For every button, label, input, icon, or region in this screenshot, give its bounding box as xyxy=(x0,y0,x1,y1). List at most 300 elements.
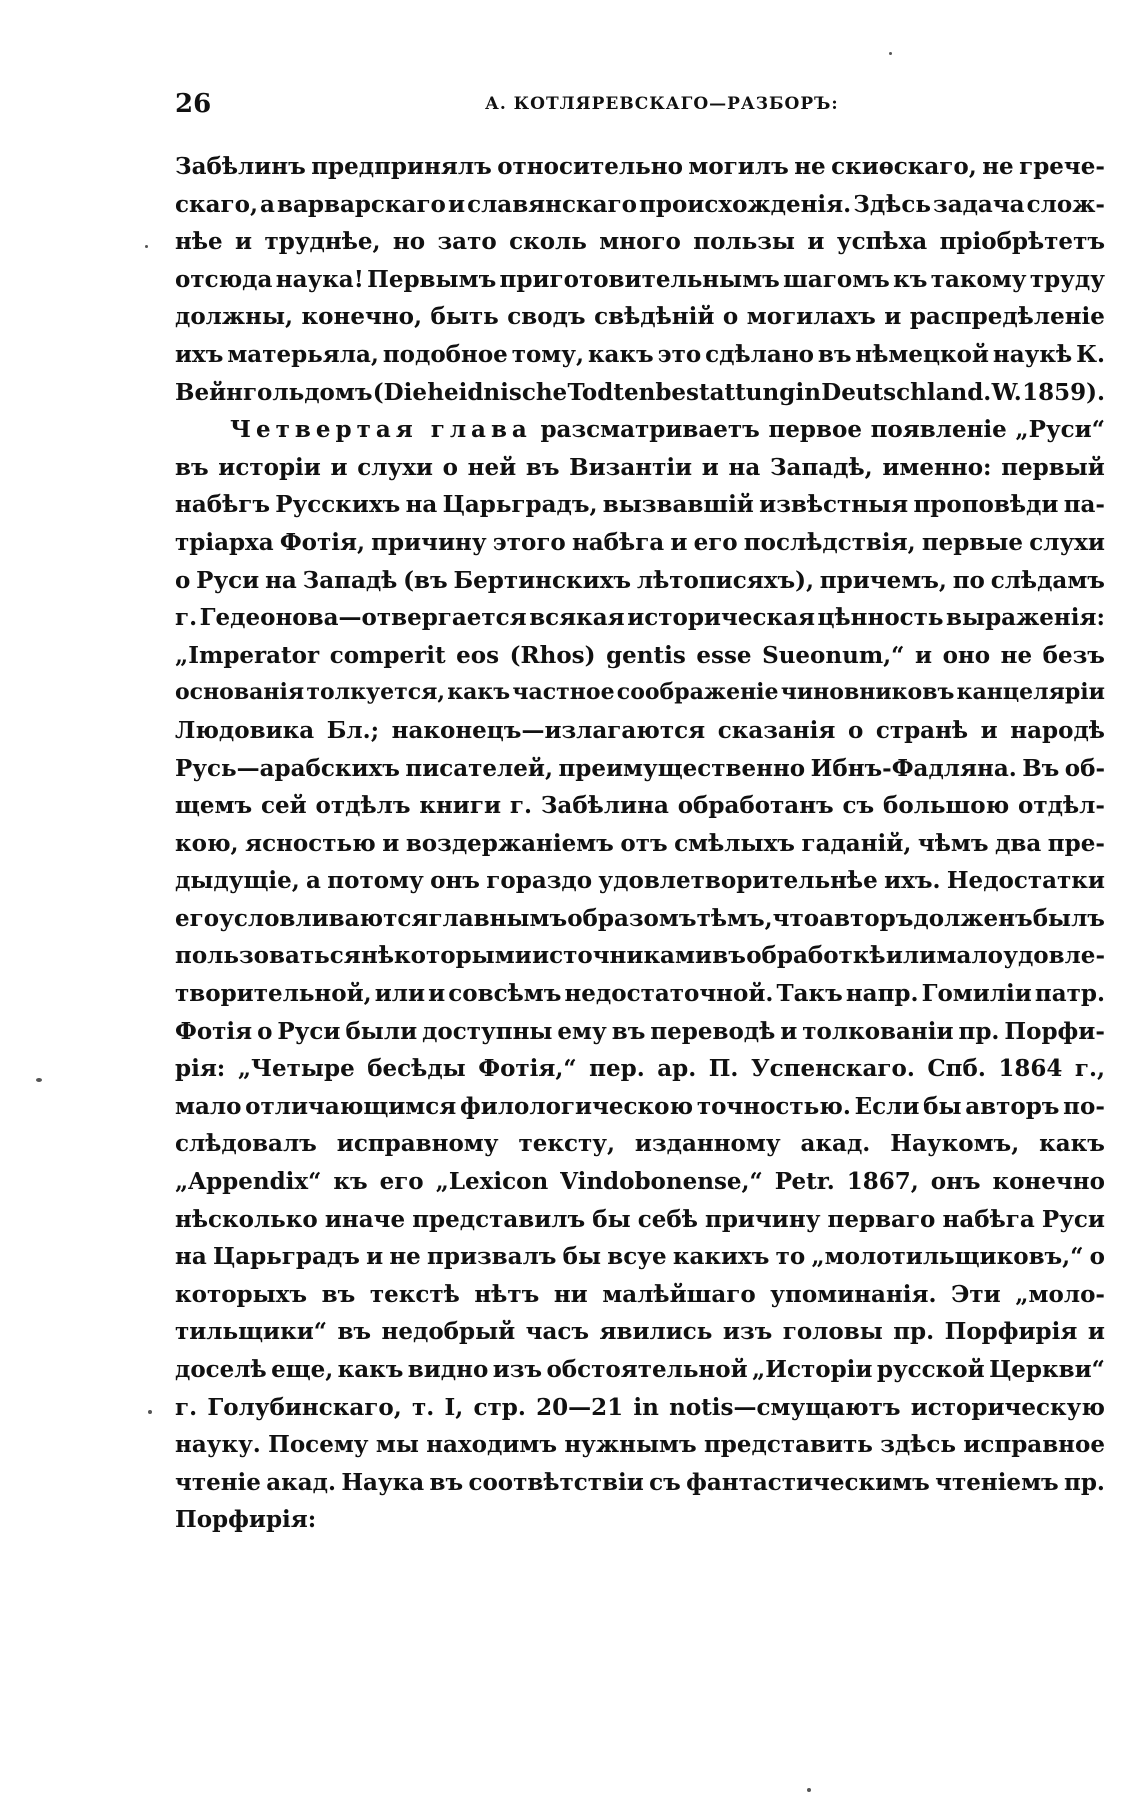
text-word: нѣе xyxy=(175,228,223,256)
text-word: Порфирія: xyxy=(175,1506,317,1534)
text-word: о xyxy=(257,1017,273,1045)
text-word: филологическою xyxy=(460,1092,694,1120)
text-word: „Appendix“ xyxy=(175,1168,322,1196)
text-word: предпринялъ xyxy=(311,153,492,180)
text-word: Забѣлинъ xyxy=(175,153,306,180)
text-word: подобное xyxy=(382,340,508,368)
text-line xyxy=(175,787,1105,825)
text-word: потому xyxy=(327,867,424,895)
text-word: первый xyxy=(1001,453,1105,481)
text-word: удовле- xyxy=(1003,942,1105,970)
text-line xyxy=(175,1201,1105,1239)
text-word: тильщики“ xyxy=(175,1318,327,1346)
text-word: пр. xyxy=(1064,1468,1105,1496)
text-line xyxy=(175,1313,1105,1351)
text-word: Фотія, xyxy=(279,528,365,556)
text-word: бесѣды xyxy=(367,1055,466,1083)
text-word: gentis xyxy=(606,641,686,669)
text-word: „Исторіи xyxy=(752,1356,873,1383)
text-word: Въ xyxy=(1022,754,1060,782)
text-word: исправное xyxy=(963,1431,1105,1459)
text-word: тѣмъ, xyxy=(696,904,773,932)
text-word: ар. xyxy=(657,1055,697,1083)
text-word: нѣкоторыми xyxy=(361,942,532,970)
text-word: дыдущіе, xyxy=(175,867,300,895)
text-word: упоминанія. xyxy=(770,1280,937,1308)
text-word: сказанія xyxy=(717,716,836,744)
text-word: П. xyxy=(708,1055,739,1083)
text-word: чиновниковъ xyxy=(780,679,955,706)
text-word: много xyxy=(599,228,681,256)
text-word: тріарха xyxy=(175,528,274,556)
text-word: причемъ, xyxy=(819,566,947,594)
text-word: происхожденія. xyxy=(639,190,852,218)
text-line xyxy=(175,1088,1105,1126)
text-word: какъ xyxy=(337,1356,404,1383)
text-word: и xyxy=(780,1017,798,1045)
text-word: Фотія,“ xyxy=(478,1055,577,1083)
text-word: Здѣсь xyxy=(853,190,931,218)
text-line xyxy=(175,825,1105,863)
text-word: образомъ xyxy=(567,904,697,932)
text-word: Русь—арабскихъ xyxy=(175,754,400,782)
text-word: и xyxy=(428,980,446,1008)
text-word: странѣ xyxy=(875,716,969,744)
text-word: условливаются xyxy=(219,904,429,932)
text-word: задача xyxy=(933,190,1025,218)
text-word: 1859). xyxy=(1022,378,1105,406)
text-line xyxy=(175,862,1105,900)
text-word: Sueonum,“ xyxy=(762,641,905,669)
text-word: выраженія: xyxy=(946,604,1105,632)
text-line xyxy=(175,411,1105,449)
text-word: Такъ xyxy=(776,980,843,1008)
text-word: ему xyxy=(557,1017,607,1045)
text-word: Наука xyxy=(341,1468,425,1496)
text-word: могилъ xyxy=(688,153,789,180)
text-word: въ xyxy=(525,453,560,481)
text-word: мы xyxy=(375,1431,419,1459)
text-word: г. xyxy=(175,604,198,632)
text-line xyxy=(175,674,1105,712)
text-word: W. xyxy=(991,378,1022,406)
text-line xyxy=(175,1501,1105,1539)
text-word: шагомъ xyxy=(783,265,890,293)
text-word: Фотія xyxy=(175,1017,253,1045)
text-word: толкуется, xyxy=(306,679,446,706)
text-word: славянскаго xyxy=(467,190,637,218)
text-word: здѣсь xyxy=(880,1431,956,1459)
text-word: Царьградъ xyxy=(212,1243,360,1271)
text-word: „молотильщиковъ,“ xyxy=(811,1243,1084,1271)
text-word: представить xyxy=(703,1431,873,1459)
scan-speck xyxy=(36,1078,42,1082)
text-word: Церкви“ xyxy=(989,1356,1105,1383)
text-word: именно: xyxy=(882,453,992,481)
text-line xyxy=(175,261,1105,299)
text-line xyxy=(175,148,1105,186)
text-word: Ибнъ-Фадляна. xyxy=(810,754,1017,782)
text-word: часъ xyxy=(525,1318,590,1346)
text-word: Голубинскаго, xyxy=(207,1393,402,1421)
text-word: щемъ xyxy=(175,792,253,820)
text-line xyxy=(175,1238,1105,1276)
text-word: Гедеонова—отвергается xyxy=(199,604,527,632)
text-word: и xyxy=(330,453,348,481)
text-word: или xyxy=(885,942,937,970)
text-word: eos xyxy=(456,641,500,669)
text-word: (Die xyxy=(372,378,427,406)
text-line xyxy=(175,712,1105,750)
text-word: не xyxy=(1000,641,1033,669)
text-word: проповѣди xyxy=(913,491,1059,519)
text-word: Недостатки xyxy=(946,867,1105,895)
text-word: текстѣ xyxy=(369,1280,460,1308)
text-word: русской xyxy=(876,1356,985,1383)
text-word: исправному xyxy=(336,1130,499,1158)
text-line xyxy=(175,486,1105,524)
text-word: esse xyxy=(696,641,752,669)
text-word: призвалъ xyxy=(427,1243,557,1271)
text-line xyxy=(175,937,1105,975)
text-word: въ xyxy=(611,1017,646,1045)
text-word: въ xyxy=(712,942,746,970)
text-word: Посему xyxy=(268,1431,369,1459)
text-word: науку. xyxy=(175,1431,261,1459)
text-word: бы xyxy=(923,1092,962,1120)
text-word: и xyxy=(235,228,253,256)
text-word: т. xyxy=(411,1393,435,1421)
text-word: явились xyxy=(599,1318,713,1346)
text-word: совсѣмъ xyxy=(448,980,562,1008)
text-word: Petr. xyxy=(774,1168,835,1196)
text-word: Эти xyxy=(951,1280,1001,1308)
text-word: а xyxy=(306,867,321,895)
text-word: это xyxy=(657,340,702,368)
text-word: въ xyxy=(817,340,852,368)
text-word: пр. xyxy=(893,1318,935,1346)
text-word: отсюда xyxy=(175,265,273,293)
text-word: должны, xyxy=(175,303,294,331)
text-word: къ xyxy=(893,265,928,293)
text-word: въ xyxy=(175,453,209,481)
text-word: 1867, xyxy=(846,1168,919,1196)
text-line xyxy=(175,1013,1105,1051)
text-word: которыхъ xyxy=(175,1280,308,1308)
text-word: и xyxy=(366,1243,384,1271)
text-word: Успенскаго. xyxy=(750,1055,915,1083)
text-word: по xyxy=(952,566,985,594)
text-word: съ xyxy=(649,1468,681,1496)
text-word: отъ xyxy=(620,829,668,857)
text-word: недостаточной. xyxy=(564,980,774,1008)
text-word: „Четыре xyxy=(237,1055,355,1083)
text-word: переводѣ xyxy=(650,1017,776,1045)
text-word: приготовительнымъ xyxy=(499,265,780,293)
text-word: конечно, xyxy=(301,303,422,331)
text-line xyxy=(175,1163,1105,1201)
text-line xyxy=(175,1125,1105,1163)
text-word: находимъ xyxy=(426,1431,558,1459)
text-word: исторіи xyxy=(218,453,321,481)
text-line xyxy=(175,637,1105,675)
scan-speck xyxy=(889,52,892,55)
text-word: ней xyxy=(467,453,517,481)
text-word: точностью. xyxy=(696,1092,851,1120)
text-word: слухи xyxy=(357,453,433,481)
text-word: творительной, xyxy=(175,980,372,1008)
text-word: (Rhos) xyxy=(509,641,596,669)
text-line xyxy=(175,223,1105,261)
text-word: Руси xyxy=(196,566,260,594)
text-word: видно xyxy=(407,1356,489,1383)
text-word: пр. xyxy=(958,1017,1000,1045)
text-word: и xyxy=(701,453,719,481)
text-word: об- xyxy=(1064,754,1105,782)
scan-speck xyxy=(145,245,148,248)
text-word: толкованіи xyxy=(802,1017,954,1045)
text-word: всякая xyxy=(529,604,625,632)
text-word: ихъ xyxy=(175,340,224,368)
text-word: причину xyxy=(705,1205,821,1233)
text-word: „Руси“ xyxy=(1015,416,1105,444)
text-line xyxy=(175,298,1105,336)
text-word: доселѣ xyxy=(175,1356,267,1383)
running-head: А. КОТЛЯРЕВСКАГО—РАЗБОРЪ: xyxy=(485,94,839,114)
text-word: вызвавшій xyxy=(602,491,754,519)
text-word: пользы xyxy=(693,228,795,256)
text-word: какъ xyxy=(587,340,654,368)
text-word: основанія xyxy=(175,679,305,706)
text-word: „Lexicon xyxy=(435,1168,549,1196)
text-word: Руси xyxy=(277,1017,341,1045)
text-word: Порфирія xyxy=(944,1318,1078,1346)
text-word: были xyxy=(345,1017,418,1045)
text-word: писателей, xyxy=(405,754,553,782)
text-word: иначе xyxy=(324,1205,406,1233)
text-word: тексту, xyxy=(518,1130,615,1158)
text-word: heidnische xyxy=(427,378,568,406)
text-word: акад. xyxy=(800,1130,871,1158)
text-word: патр. xyxy=(1034,980,1105,1008)
text-word: разсматриваетъ xyxy=(540,416,760,444)
text-word: гораздо xyxy=(486,867,593,895)
text-word: Забѣлина xyxy=(540,792,669,820)
text-word: оно xyxy=(942,641,991,669)
text-word: наконецъ—излагаются xyxy=(391,716,706,744)
text-word: съ xyxy=(842,792,875,820)
text-word: малѣйшаго xyxy=(602,1280,756,1308)
text-word: первые xyxy=(921,528,1024,556)
text-word: Бл.; xyxy=(326,716,380,744)
text-word: (въ xyxy=(403,566,448,594)
text-word: отдѣлъ xyxy=(315,792,411,820)
text-word: гаданій, xyxy=(801,829,912,857)
text-word: сводъ xyxy=(507,303,586,331)
text-word: причину xyxy=(371,528,487,556)
text-word: Первымъ xyxy=(367,265,497,293)
text-word: преимущественно xyxy=(558,754,806,782)
text-word: пользоваться xyxy=(175,942,361,970)
text-word: чѣмъ xyxy=(917,829,989,857)
text-word: соотвѣтствіи xyxy=(468,1468,644,1496)
text-word: фантастическимъ xyxy=(686,1468,930,1496)
text-word: еще, xyxy=(271,1356,334,1383)
text-word: ясностью xyxy=(245,829,376,857)
text-word: Спб. xyxy=(927,1055,986,1083)
page-number: 26 xyxy=(175,89,212,119)
text-word: 20—21 xyxy=(536,1393,624,1421)
text-word: пре- xyxy=(1047,829,1105,857)
text-word: себѣ xyxy=(637,1205,698,1233)
text-word: первое xyxy=(768,416,862,444)
text-word: на xyxy=(728,453,761,481)
text-word: пріобрѣтетъ xyxy=(939,228,1105,256)
text-word: на xyxy=(405,491,438,519)
text-word: большою xyxy=(883,792,1010,820)
text-word: успѣха xyxy=(836,228,928,256)
text-word: Царьградъ, xyxy=(442,491,598,519)
text-line xyxy=(175,900,1105,938)
text-word: его xyxy=(175,904,220,932)
text-word: нѣтъ xyxy=(474,1280,540,1308)
text-word: какъ xyxy=(447,679,511,706)
text-word: слож- xyxy=(1026,190,1105,218)
text-word: чтеніемъ xyxy=(935,1468,1059,1496)
text-word: и xyxy=(980,716,998,744)
text-word: Русскихъ xyxy=(275,491,401,519)
text-word: и xyxy=(914,641,933,669)
text-word: нѣсколько xyxy=(175,1205,318,1233)
text-word: бы xyxy=(592,1205,631,1233)
text-word: скиѳскаго, xyxy=(831,153,977,180)
text-word: Западѣ xyxy=(302,566,398,594)
text-word: онъ xyxy=(430,867,480,895)
text-word: головы xyxy=(782,1318,883,1346)
text-word: Четвертая глава xyxy=(230,416,532,444)
text-word: о xyxy=(847,716,864,744)
text-word: о xyxy=(1089,1243,1105,1271)
text-word: Если xyxy=(854,1092,920,1120)
text-word: къ xyxy=(333,1168,368,1196)
text-word: изданному xyxy=(634,1130,781,1158)
text-word: всуе xyxy=(607,1243,667,1271)
text-word: соображеніе xyxy=(616,679,779,706)
text-word: и xyxy=(807,228,825,256)
text-word: зато xyxy=(437,228,497,256)
text-word: набѣгъ xyxy=(175,491,270,519)
text-line xyxy=(175,1426,1105,1464)
text-word: не xyxy=(794,153,826,180)
text-word: грече- xyxy=(1019,153,1105,180)
text-word: набѣга xyxy=(571,528,665,556)
text-line xyxy=(175,1050,1105,1088)
text-line xyxy=(175,186,1105,224)
text-word: былъ xyxy=(1032,904,1105,932)
text-word: Порфи- xyxy=(1004,1017,1105,1045)
text-word: сколь xyxy=(509,228,587,256)
text-word: слѣдовалъ xyxy=(175,1130,317,1158)
text-word: по- xyxy=(1063,1092,1105,1120)
text-word: отличающимся xyxy=(245,1092,457,1120)
text-word: наука! xyxy=(275,265,364,293)
text-word: и xyxy=(382,829,400,857)
text-word: въ xyxy=(337,1318,372,1346)
text-word: и xyxy=(884,303,902,331)
text-word: кою, xyxy=(175,829,239,857)
text-word: появленіе xyxy=(870,416,1007,444)
text-word: авторъ xyxy=(819,904,914,932)
text-word: труднѣе, xyxy=(264,228,381,256)
text-word: мало xyxy=(936,942,1003,970)
text-word: онъ xyxy=(930,1168,981,1196)
text-word: но xyxy=(392,228,426,256)
text-word: канцеляріи xyxy=(956,679,1105,706)
text-word: перваго xyxy=(827,1205,936,1233)
text-word: стр. xyxy=(473,1393,526,1421)
text-word: его xyxy=(693,528,738,556)
text-word: извѣстныя xyxy=(759,491,909,519)
scan-speck xyxy=(148,1410,152,1414)
text-word: лѣтописяхъ), xyxy=(636,566,814,594)
text-line xyxy=(175,449,1105,487)
text-line xyxy=(175,975,1105,1013)
text-word: воздержаніемъ xyxy=(405,829,614,857)
text-word: г., xyxy=(1074,1055,1105,1083)
text-word: слухи xyxy=(1029,528,1105,556)
text-word: сей xyxy=(261,792,307,820)
text-word: отдѣл- xyxy=(1018,792,1105,820)
text-word: какихъ xyxy=(672,1243,770,1271)
text-word: удовлетворительнѣе xyxy=(598,867,878,895)
text-word: напр. xyxy=(845,980,919,1008)
text-word: in xyxy=(795,378,821,406)
text-word: „Imperator xyxy=(175,641,320,669)
text-word: не xyxy=(389,1243,421,1271)
text-word: не xyxy=(982,153,1014,180)
text-word: распредѣленіе xyxy=(909,303,1105,331)
text-word: частное xyxy=(512,679,615,706)
text-word: недобрый xyxy=(381,1318,516,1346)
text-word: цѣнность xyxy=(817,604,944,632)
text-word: относительно xyxy=(497,153,683,180)
text-line xyxy=(175,599,1105,637)
text-word: долженъ xyxy=(913,904,1033,932)
text-word: его xyxy=(379,1168,424,1196)
text-word: представилъ xyxy=(412,1205,586,1233)
text-word: Гомиліи xyxy=(921,980,1032,1008)
text-word: „моло- xyxy=(1015,1280,1105,1308)
text-line xyxy=(175,336,1105,374)
text-word: сдѣлано xyxy=(705,340,814,368)
text-word: г. xyxy=(509,792,532,820)
text-word: акад. xyxy=(266,1468,337,1496)
text-word: Наукомъ, xyxy=(890,1130,1020,1158)
text-word: какъ xyxy=(1039,1130,1105,1158)
text-word: нѣмецкой xyxy=(855,340,989,368)
text-word: comperit xyxy=(329,641,446,669)
body-text xyxy=(175,148,1105,1539)
text-word: безъ xyxy=(1042,641,1105,669)
text-word: ни xyxy=(553,1280,588,1308)
text-word: обработкѣ xyxy=(746,942,886,970)
text-word: Людовика xyxy=(175,716,315,744)
text-word: смѣлыхъ xyxy=(674,829,795,857)
text-word: историческая xyxy=(627,604,815,632)
text-word: о xyxy=(175,566,191,594)
text-line xyxy=(175,750,1105,788)
text-word: I, xyxy=(444,1393,464,1421)
